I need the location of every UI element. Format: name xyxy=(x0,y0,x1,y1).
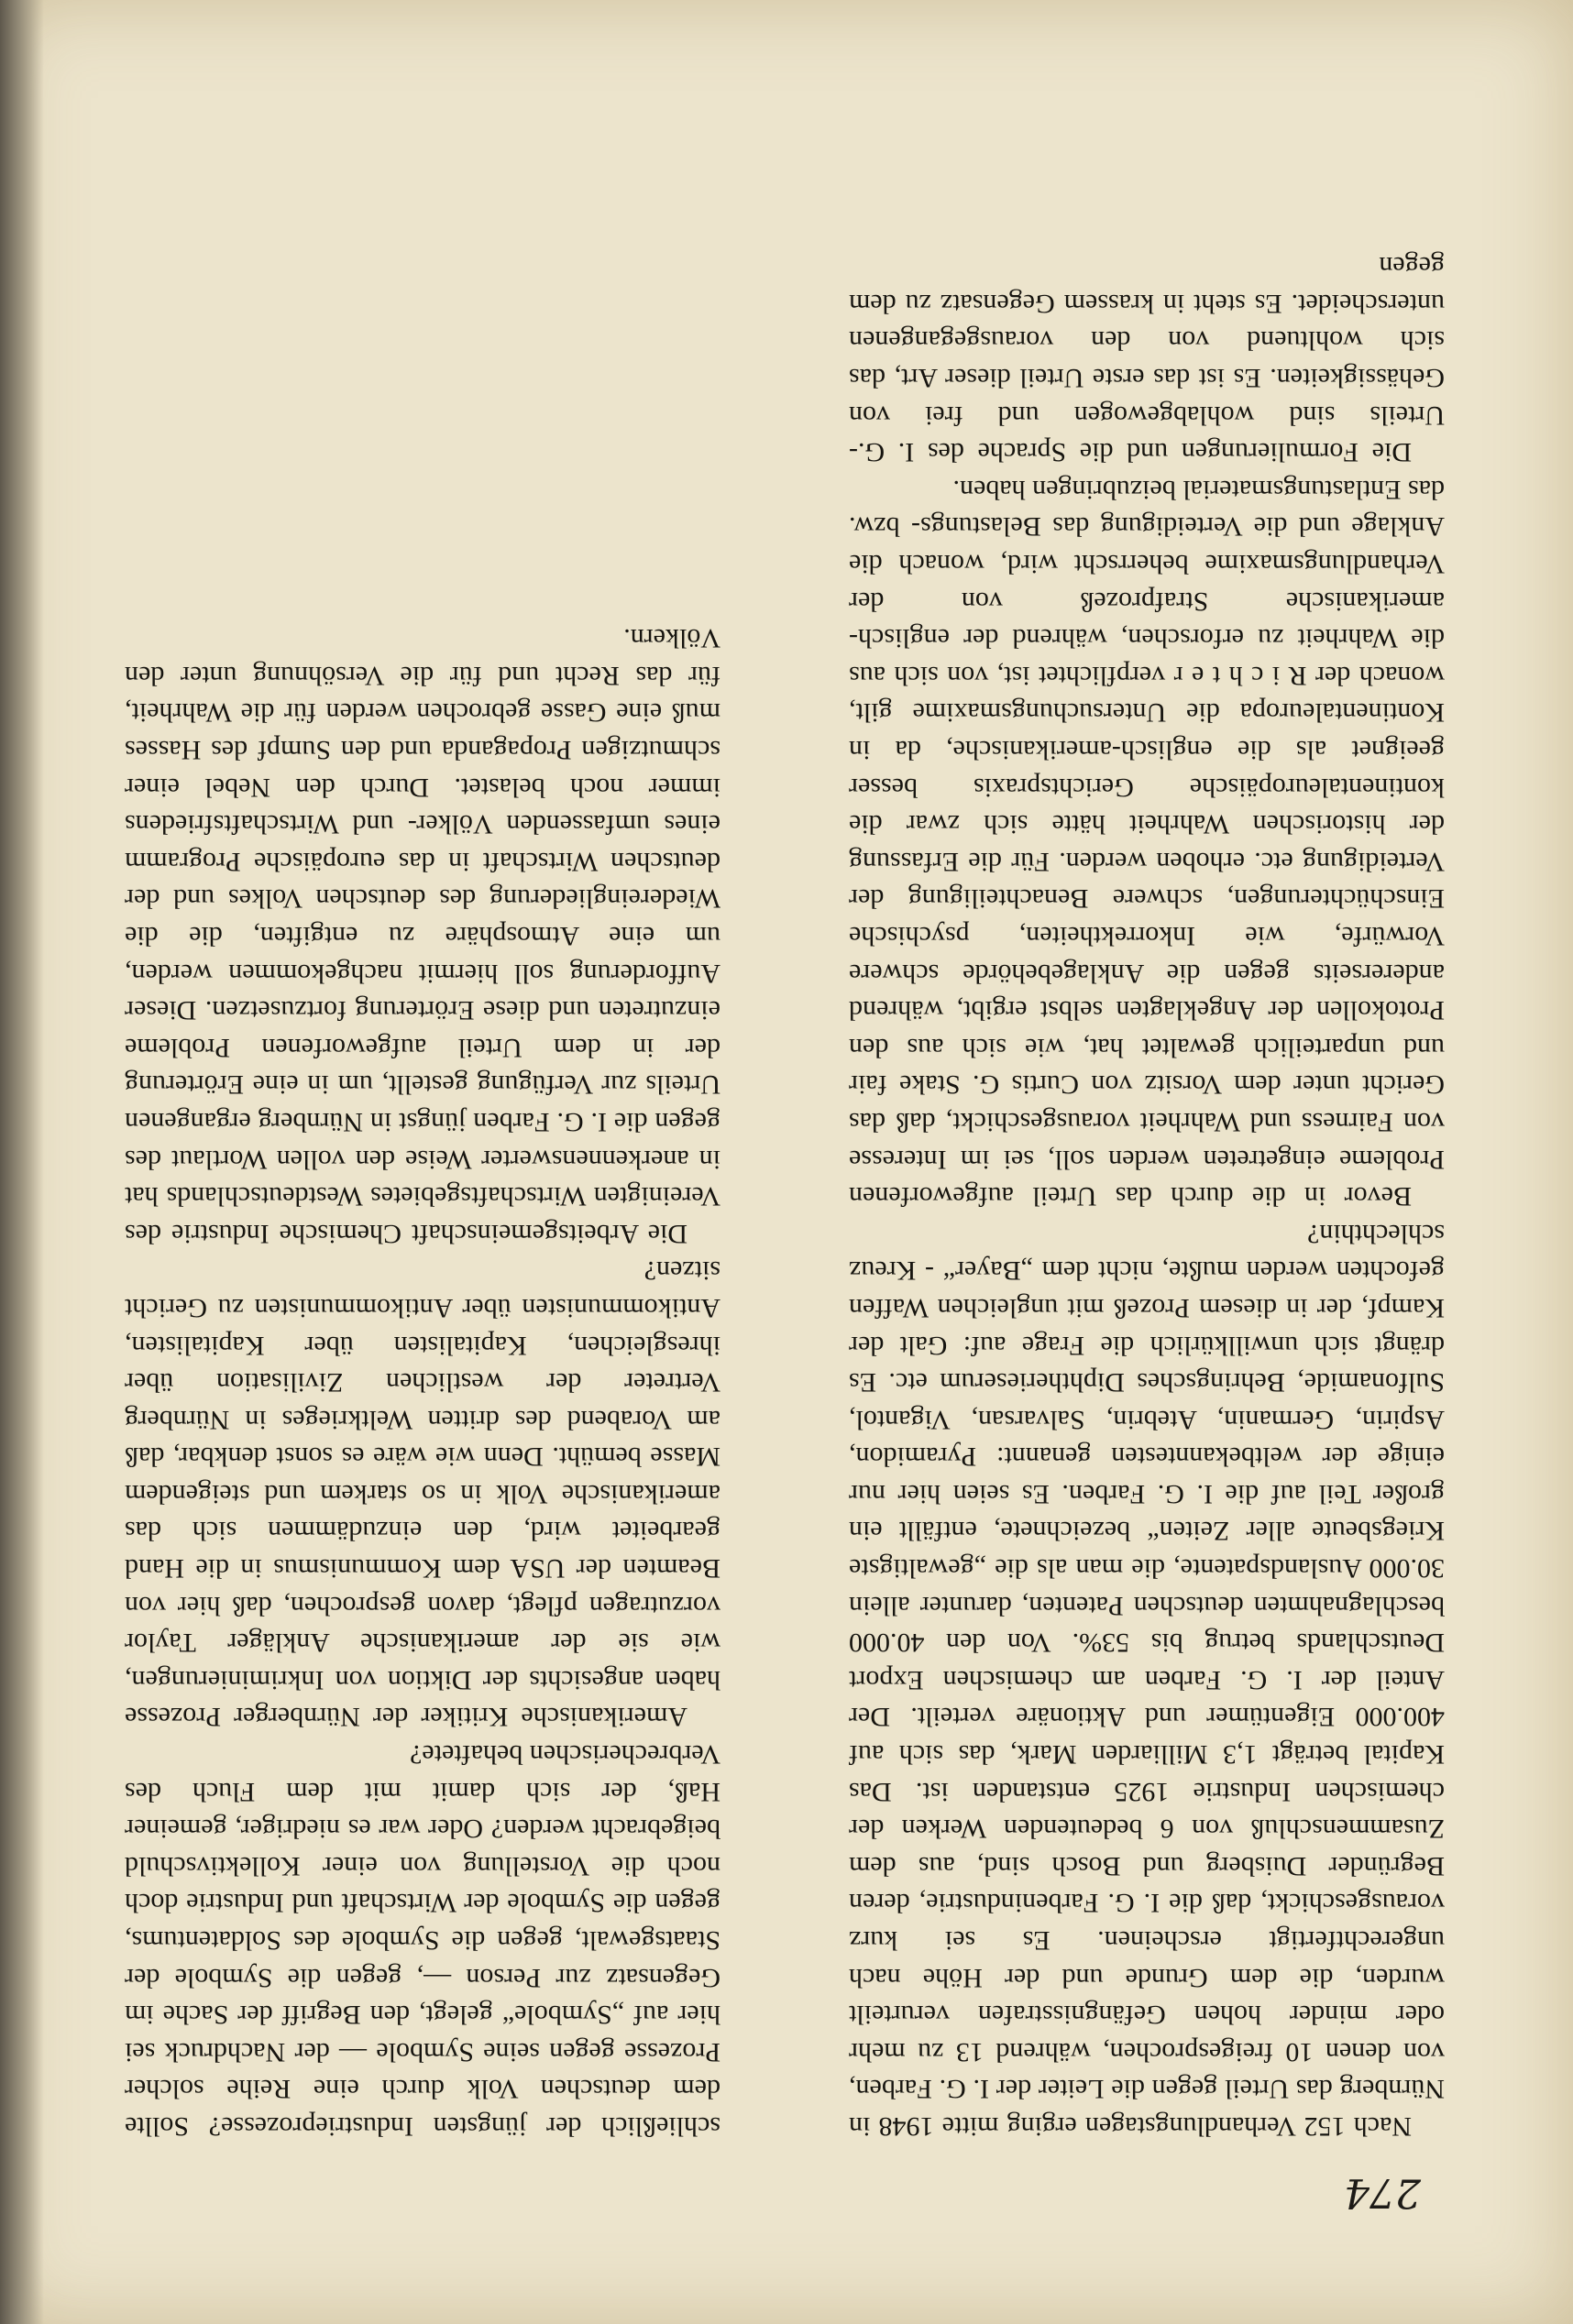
book-spine-shadow xyxy=(0,0,44,2324)
body-paragraph: Bevor in die durch das Urteil aufgeworfenen Probleme eingetreten werden soll, sei im Interesse von Fairness und Wahrheit vorausgeschickt, daß das Gericht unter dem Vorsitz von Curtis G. Stake fair und unparteilich gewaltet hat, wie sich aus den Protokollen der Angeklagten selbst ergibt, während andererseits gegen die Anklagebehörde schwere Vorwürfe, wie Inkorrektheiten, psychische Einschüchterungen, schwere Benachteiligung der Verteidigung etc. erhoben werden. Für die Erfassung der historischen Wahrheit hätte sich zwar die kontinentaleuropäische Gerichtspraxis besser geeignet als die englisch-amerikanische, da in Kontinentaleuropa die Untersuchungsmaxime gilt, wonach der R i c h t e r verpflichtet ist, von sich aus die Wahrheit zu erforschen, während der englisch-amerikanische Strafprozeß von der Verhandlungsmaxime beherrscht wird, wonach die Anklage und die Verteidigung das Belastungs- bzw. das Entlastungsmaterial beizubringen haben. xyxy=(849,474,1445,1212)
body-paragraph: Die Formulierungen und die Sprache des I. G.-Urteils sind wohlabgewogen und frei von Gehässigkeiten. Es ist das erste Urteil dieser Art, das sich wohltuend von den vorausgegangenen unterscheidet. Es steht in krassem Gegensatz zu dem gegen xyxy=(849,251,1445,468)
body-paragraph: Die Arbeitsgemeinschaft Chemische Industrie des Vereinigten Wirtschaftsgebietes Westdeutschlands hat in anerkennenswerter Weise den vollen Wortlaut des gegen die I. G. Farben jüngst in Nürnberg ergangenen Urteils zur Verfügung gestellt, um in eine Erörterung der in dem Urteil aufgeworfenen Probleme einzutreten und diese Erörterung fortzusetzen. Dieser Aufforderung soll hiermit nachgekommen werden, um eine Atmosphäre zu entgiften, die die Wiedereingliederung des deutschen Volkes und der deutschen Wirtschaft in das europäische Programm eines umfassenden Völker- und Wirtschaftsfriedens immer noch belastet. Durch den Nebel einer schmutzigen Propaganda und den Sumpf des Hasses muß eine Gasse gebrochen werden für die Wahrheit, für das Recht und für die Versöhnung unter den Völkern. xyxy=(125,623,720,1249)
left-text-column xyxy=(849,247,1445,2144)
body-paragraph: schließlich der jüngsten Industrieprozesse? Sollte dem deutschen Volk durch eine Reihe solcher Prozesse gegen seine Symbole — der Nachdruck sei hier auf „Symbole“ gelegt, den Begriff der Sache im Gegensatz zur Person —, gegen die Symbole der Staatsgewalt, gegen die Symbole des Soldatentums, gegen die Symbole der Wirtschaft und Industrie doch noch die Vorstellung von einer Kollektivschuld beigebracht werden? Oder war es niedriger, gemeiner Haß, der sich damit mit dem Fluch des Verbrecherischen behaftete? xyxy=(125,1739,720,2142)
body-paragraph: Amerikanische Kritiker der Nürnberger Prozesse haben angesichts der Diktion von Inkriminierungen, wie sie der amerikanische Ankläger Taylor vorzutragen pflegt, davon gesprochen, daß hier von Beamten der USA dem Kommunismus in die Hand gearbeitet wird, den einzudämmen sich das amerikanische Volk in so starkem und steigendem Masse bemüht. Denn wie wäre es sonst denkbar, daß am Vorabend des dritten Weltkrieges in Nürnberg Vertreter der westlichen Zivilisation über ihresgleichen, Kapitalisten über Kapitalisten, Antikommunisten über Antikommunisten zu Gericht sitzen? xyxy=(125,1255,720,1733)
right-text-column xyxy=(125,619,720,2144)
page-number: 274 xyxy=(1344,2169,1421,2216)
body-paragraph: Nach 152 Verhandlungstagen erging mitte 1948 in Nürnberg das Urteil gegen die Leiter der I. G. Farben, von denen 10 freigesprochen, während 13 zu mehr oder minder hohen Gefängnisstrafen verurteilt wurden, die dem Grunde und der Höhe nach ungerechtfertigt erscheinen. Es sei kurz vorausgeschickt, daß die I. G. Farbenindustrie, deren Begründer Duisberg und Bosch sind, aus dem Zusammenschluß von 6 bedeutenden Werken der chemischen Industrie 1925 entstanden ist. Das Kapital beträgt 1,3 Milliarden Mark, das sich auf 400.000 Eigentümer und Aktionäre verteilt. Der Anteil der I. G. Farben am chemischen Export Deutschlands betrug bis 53%. Von den 40.000 beschlagnahmten deutschen Patenten, darunter allein 30.000 Auslandspatente, die man als die „gewaltigste Kriegsbeute aller Zeiten“ bezeichnete, entfällt ein großer Teil auf die I. G. Farben. Es seien hier nur einige der weltbekanntesten genannt: Pyramidon, Aspirin, Germanin, Atebrin, Salvarsan, Vigantol, Sulfonamide, Behringsches Diphtherieserum etc. Es drängt sich unwillkürlich die Frage auf: Galt der Kampf, der in diesem Prozeß mit ungleichen Waffen gefochten werden mußte, nicht dem „Bayer“ - Kreuz schlechthin? xyxy=(849,1218,1445,2142)
